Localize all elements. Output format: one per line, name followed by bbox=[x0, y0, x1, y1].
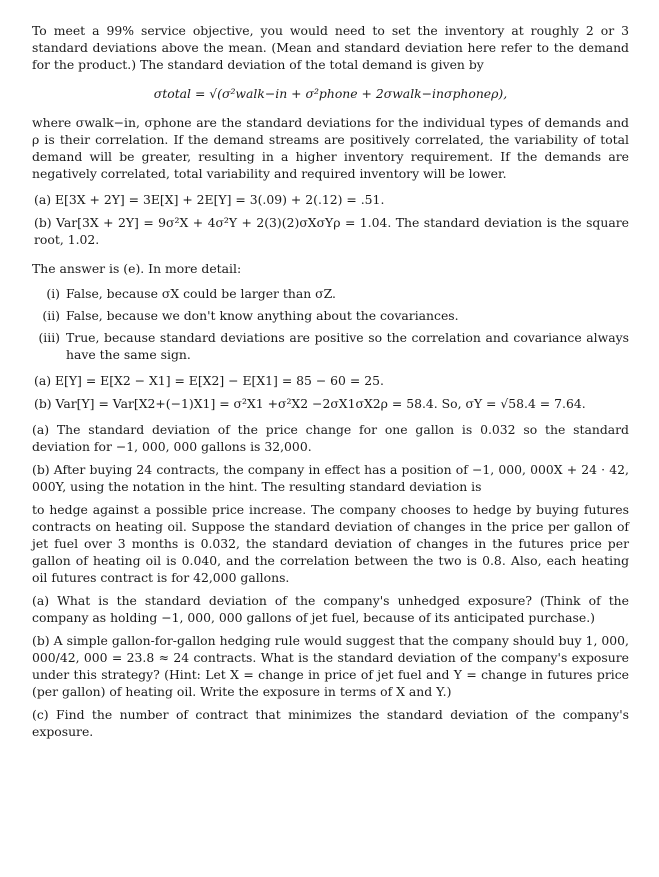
correlation-explanation: where σwalk−in, σphone are the standard deviations for the individual types of demands and ρ is their correlation. If the demand streams are positively correlated, the variability of total demand will be greater, resulting in a higher inventory requirement. If the demands are negatively correlated, total variability and required inventory will be lower. bbox=[32, 115, 629, 181]
question-c: (c) Find the number of contract that minimizes the standard deviation of the company's exposure. bbox=[32, 707, 629, 739]
part-a-unhedged-answer: (a) The standard deviation of the price change for one gallon is 0.032 so the standard deviation for −1, 000, 000 gallons is 32,000. bbox=[32, 422, 629, 454]
question-b: (b) A simple gallon-for-gallon hedging rule would suggest that the company should buy 1, 000, 000/42, 000 = 23.8 ≈ 24 contracts. What is the standard deviation of the company's exposure under this strategy? (Hint: Let X = change in price of jet fuel and Y = change in futures price (per gallon) of heating oil. Write the exposure in terms of X and Y.) bbox=[32, 633, 629, 699]
part-b-variance: (b) Var[3X + 2Y] = 9σ²X + 4σ²Y + 2(3)(2)σXσYρ = 1.04. The standard deviation is the square root, 1.02. bbox=[34, 215, 629, 247]
hedging-problem-paragraph: to hedge against a possible price increase. The company chooses to hedge by buying futures contracts on heating oil. Suppose the standard deviation of changes in the price per gallon of jet fuel over 3 months is 0.032, the standard deviation of changes in the futures price per gallon of heating oil is 0.040, and the correlation between the two is 0.8. Also, each heating oil futures contract is for 42,000 gallons. bbox=[32, 502, 629, 585]
list-item-number: (iii) bbox=[38, 330, 60, 345]
part-a-expectation: (a) E[3X + 2Y] = 3E[X] + 2E[Y] = 3(.09) + 2(.12) = .51. bbox=[34, 192, 385, 207]
list-item-number: (ii) bbox=[42, 308, 60, 323]
list-item bbox=[32, 285, 629, 302]
list-item-text: True, because standard deviations are positive so the correlation and covariance always have the same sign. bbox=[66, 330, 629, 362]
list-item-text: False, because σX could be larger than σZ. bbox=[66, 286, 336, 301]
question-a: (a) What is the standard deviation of the company's unhedged exposure? (Think of the company as holding −1, 000, 000 gallons of jet fuel, because of its anticipated purchase.) bbox=[32, 593, 629, 625]
list-item bbox=[32, 307, 629, 324]
part-b-hedged-answer: (b) After buying 24 contracts, the company in effect has a position of −1, 000, 000X + 24 · 42, 000Y, using the notation in the hint. The resulting standard deviation is bbox=[32, 462, 629, 494]
total-std-formula: σtotal = √(σ²walk−in + σ²phone + 2σwalk−inσphoneρ), bbox=[153, 86, 508, 101]
intro-paragraph: To meet a 99% service objective, you would need to set the inventory at roughly 2 or 3 standard deviations above the mean. (Mean and standard deviation here refer to the demand for the product.) The standard deviation of the total demand is given by bbox=[32, 23, 629, 72]
part-b-difference-variance: (b) Var[Y] = Var[X2+(−1)X1] = σ²X1 +σ²X2 −2σX1σX2ρ = 58.4. So, σY = √58.4 = 7.64. bbox=[34, 396, 586, 411]
list-item bbox=[32, 329, 629, 363]
part-a-difference-mean: (a) E[Y] = E[X2 − X1] = E[X2] − E[X1] = 85 − 60 = 25. bbox=[34, 373, 384, 388]
answer-list bbox=[32, 285, 629, 363]
list-item-number: (i) bbox=[46, 286, 60, 301]
answer-intro: The answer is (e). In more detail: bbox=[32, 261, 242, 276]
list-item-text: False, because we don't know anything about the covariances. bbox=[66, 308, 459, 323]
